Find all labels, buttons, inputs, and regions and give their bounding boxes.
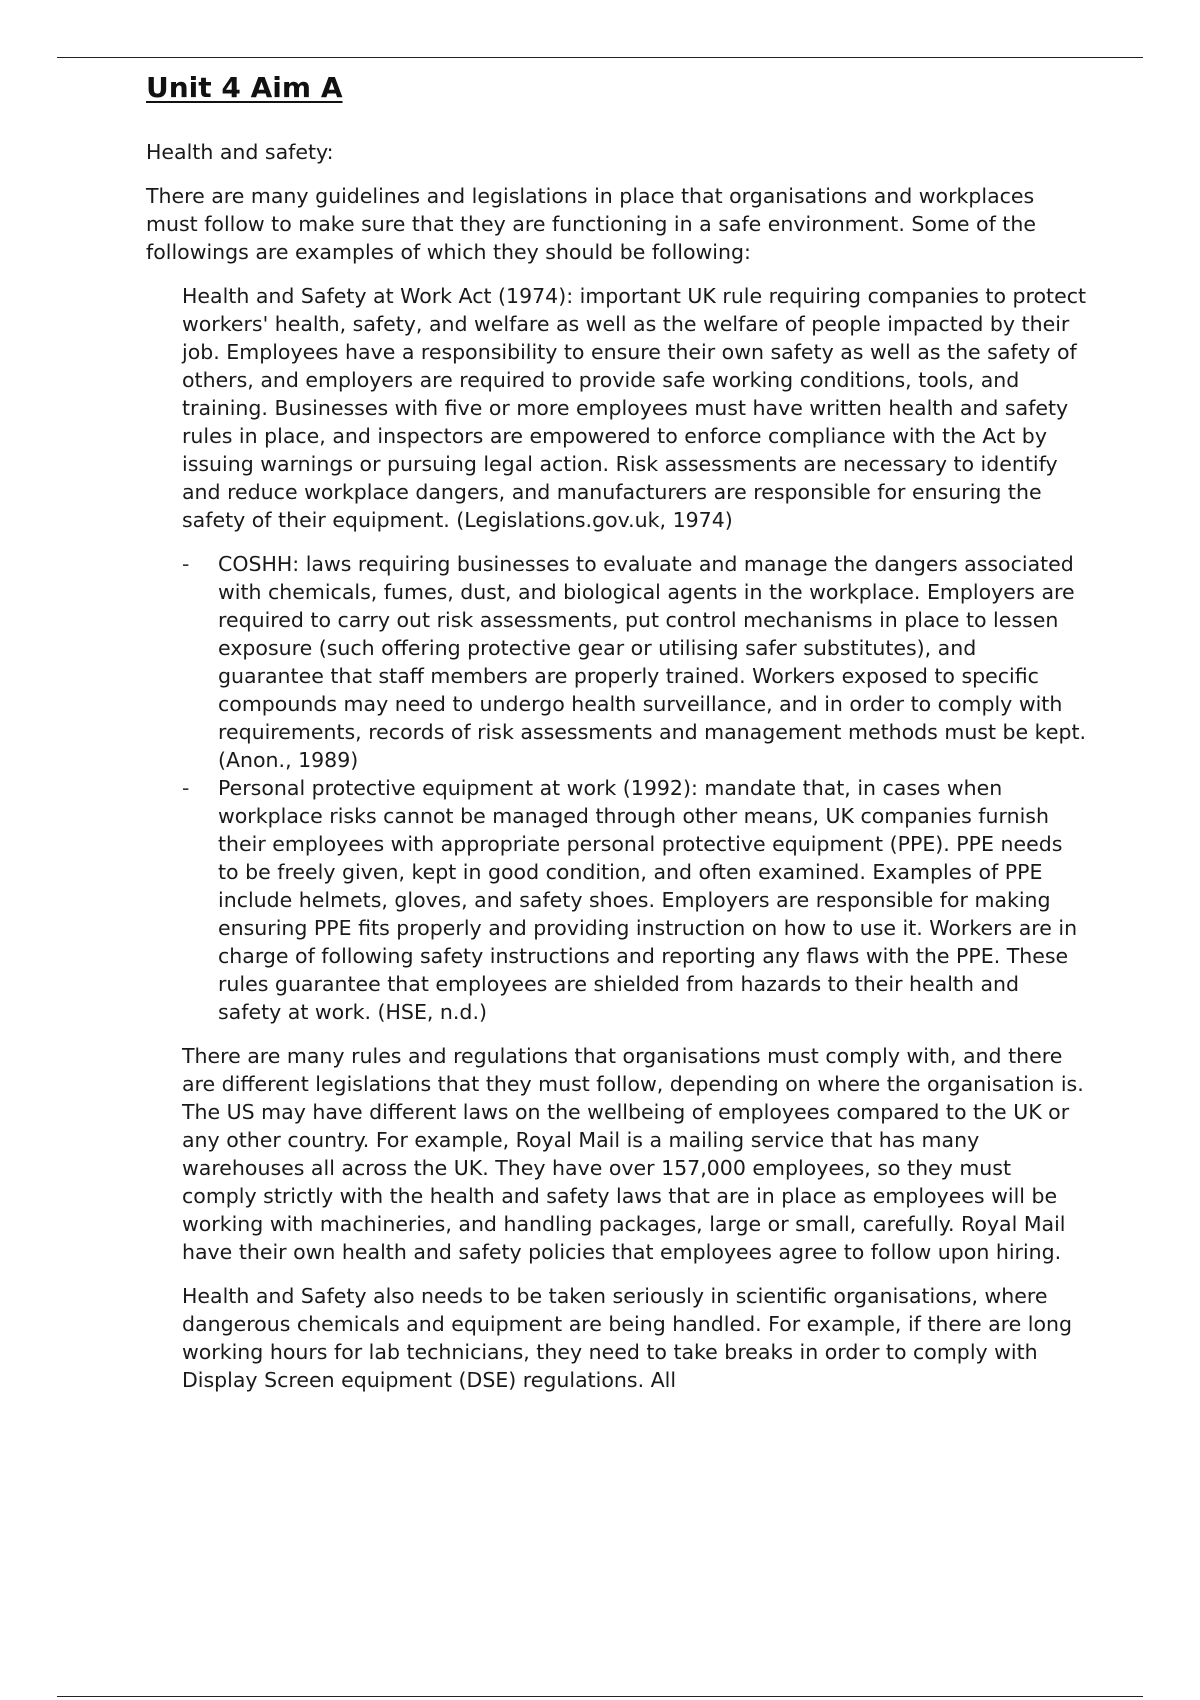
hswa-paragraph: Health and Safety at Work Act (1974): important UK rule requiring companies to protect workers' health, safety, and welfare as well as the welfare of people impacted by their job. Employees have a responsibility to ensure their own safety as well as the safety of others, and employers are required to provide safe working conditions, tools, and training. Businesses with five or more employees must have written health and safety rules in place, and inspectors are empowered to enforce compliance with the Act by issuing warnings or pursuing legal action. Risk assessments are necessary to identify and reduce workplace dangers, and manufacturers are responsible for ensuring the safety of their equipment. (Legislations.gov.uk, 1974) xyxy=(182,284,1087,532)
page-top-rule xyxy=(57,57,1143,58)
bullet-marker: - xyxy=(182,552,190,576)
royal-mail-paragraph: There are many rules and regulations that organisations must comply with, and there are different legislations that they must follow, depending on where the organisation is. The US may have different laws on the wellbeing of employees compared to the UK or any other country. For example, Royal Mail is a mailing service that has many warehouses all across the UK. They have over 157,000 employees, so they must comply strictly with the health and safety laws that are in place as employees will be working with machineries, and handling packages, large or small, carefully. Royal Mail have their own health and safety policies that employees agree to follow upon hiring. xyxy=(182,1044,1084,1264)
list-item xyxy=(182,774,1086,1026)
list-item-text: COSHH: laws requiring businesses to evaluate and manage the dangers associated with chemicals, fumes, dust, and biological agents in the workplace. Employers are required to carry out risk assessments, put control mechanisms in place to lessen exposure (such offering protective gear or utilising safer substitutes), and guarantee that staff members are properly trained. Workers exposed to specific compounds may need to undergo health surveillance, and in order to comply with requirements, records of risk assessments and management methods must be kept. (Anon., 1989) xyxy=(218,552,1087,772)
intro-paragraph: There are many guidelines and legislations in place that organisations and workplaces must follow to make sure that they are functioning in a safe environment. Some of the followings are examples of which they should be following: xyxy=(146,184,1036,264)
document-body xyxy=(146,66,1086,1394)
legislation-list xyxy=(182,550,1086,1026)
science-paragraph: Health and Safety also needs to be taken seriously in scientific organisations, where dangerous chemicals and equipment are being handled. For example, if there are long working hours for lab technicians, they need to take breaks in order to comply with Display Screen equipment (DSE) regulations. All xyxy=(182,1284,1073,1392)
page-bottom-rule xyxy=(57,1696,1143,1697)
list-item-text: Personal protective equipment at work (1992): mandate that, in cases when workplace risks cannot be managed through other means, UK companies furnish their employees with appropriate personal protective equipment (PPE). PPE needs to be freely given, kept in good condition, and often examined. Examples of PPE include helmets, gloves, and safety shoes. Employers are responsible for making ensuring PPE fits properly and providing instruction on how to use it. Workers are in charge of following safety instructions and reporting any flaws with the PPE. These rules guarantee that employees are shielded from hazards to their health and safety at work. (HSE, n.d.) xyxy=(218,776,1078,1024)
section-label: Health and safety: xyxy=(146,140,334,164)
document-title: Unit 4 Aim A xyxy=(146,71,343,104)
list-item xyxy=(182,550,1086,774)
bullet-marker: - xyxy=(182,776,190,800)
